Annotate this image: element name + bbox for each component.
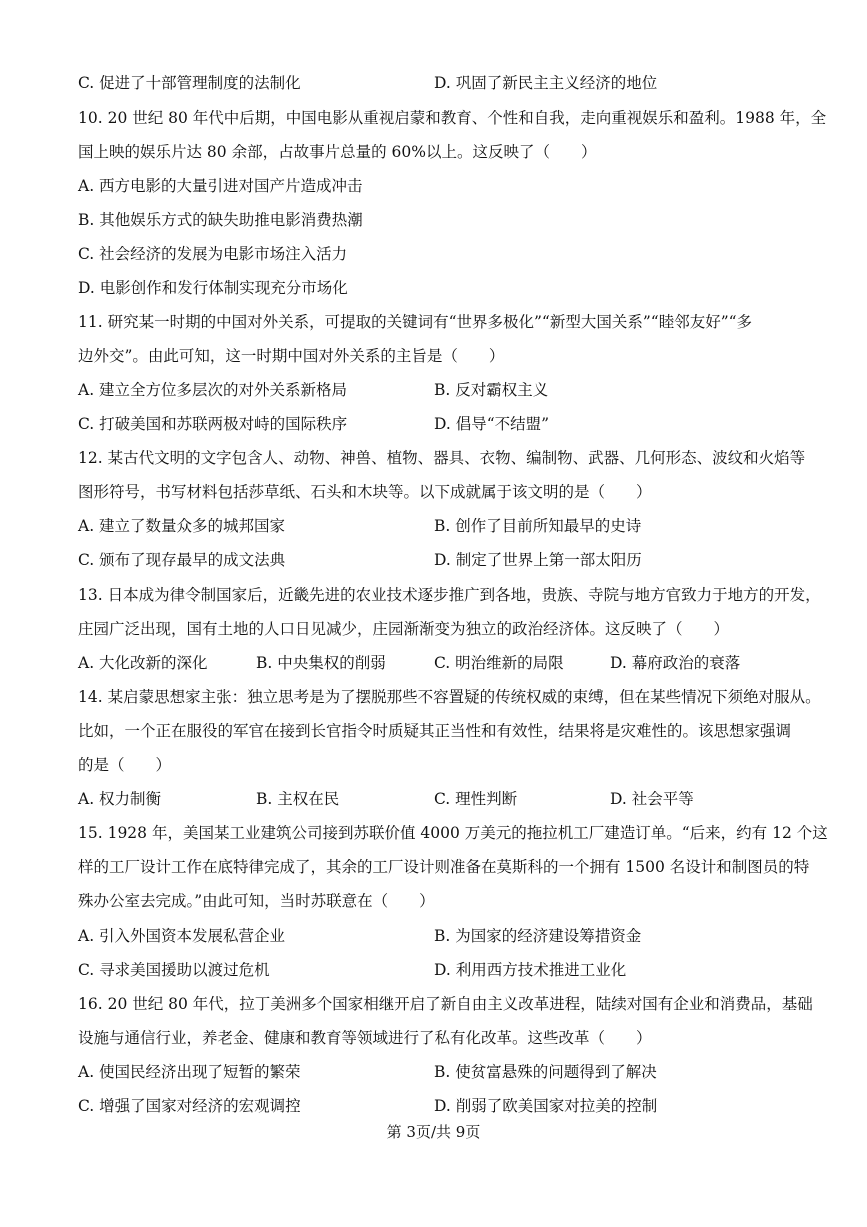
q12-option-b: B. 创作了目前所知最早的史诗 — [434, 517, 642, 535]
q11-option-b: B. 反对霸权主义 — [434, 381, 549, 399]
q14-stem-line3: 的是（ ） — [78, 756, 172, 774]
q14-option-d: D. 社会平等 — [610, 790, 694, 808]
q10-option-d: D. 电影创作和发行体制实现充分市场化 — [78, 279, 348, 297]
q10-stem-line2: 国上映的娱乐片达 80 余部，占故事片总量的 60%以上。这反映了（ ） — [78, 143, 597, 161]
q14-stem-line1: 14. 某启蒙思想家主张：独立思考是为了摆脱那些不容置疑的传统权威的束缚，但在某些情况下须绝对服从。 — [78, 688, 821, 706]
q14-option-b: B. 主权在民 — [256, 790, 340, 808]
q13-stem-line2: 庄园广泛出现，国有土地的人口日见减少，庄园渐渐变为独立的政治经济体。这反映了（ ） — [78, 620, 730, 638]
q14-stem-line2: 比如，一个正在服役的军官在接到长官指令时质疑其正当性和有效性，结果将是灾难性的。该思想家强调 — [78, 722, 792, 740]
q15-stem-line3: 殊办公室去完成。”由此可知，当时苏联意在（ ） — [78, 892, 435, 910]
q10-option-b: B. 其他娱乐方式的缺失助推电影消费热潮 — [78, 211, 363, 229]
q11-stem-line2: 边外交”。由此可知，这一时期中国对外关系的主旨是（ ） — [78, 347, 505, 365]
q14-option-a: A. 权力制衡 — [78, 790, 162, 808]
q11-option-d: D. 倡导“不结盟” — [434, 415, 550, 433]
q15-option-d: D. 利用西方技术推进工业化 — [434, 961, 627, 979]
q16-stem-line1: 16. 20 世纪 80 年代，拉丁美洲多个国家相继开启了新自由主义改革进程，陆续对国有企业和消费品，基础 — [78, 995, 813, 1013]
q13-option-c: C. 明治维新的局限 — [434, 654, 564, 672]
q15-option-c: C. 寻求美国援助以渡过危机 — [78, 961, 270, 979]
q13-option-a: A. 大化改新的深化 — [78, 654, 208, 672]
q9-option-c: C. 促进了十部管理制度的法制化 — [78, 74, 301, 92]
q12-option-d: D. 制定了世界上第一部太阳历 — [434, 551, 642, 569]
q16-option-d: D. 削弱了欧美国家对拉美的控制 — [434, 1097, 658, 1115]
q15-stem-line2: 样的工厂设计工作在底特律完成了，其余的工厂设计则准备在莫斯科的一个拥有 1500 名设计和制图员的特 — [78, 858, 810, 876]
q15-stem-line1: 15. 1928 年，美国某工业建筑公司接到苏联价值 4000 万美元的拖拉机工厂建造订单。“后来，约有 12 个这 — [78, 824, 828, 842]
q13-option-b: B. 中央集权的削弱 — [256, 654, 386, 672]
q12-stem-line1: 12. 某古代文明的文字包含人、动物、神兽、植物、器具、衣物、编制物、武器、几何形态、波纹和火焰等 — [78, 449, 806, 467]
q11-option-c: C. 打破美国和苏联两极对峙的国际秩序 — [78, 415, 348, 433]
q14-option-c: C. 理性判断 — [434, 790, 518, 808]
q11-option-a: A. 建立全方位多层次的对外关系新格局 — [78, 381, 348, 399]
q11-stem-line1: 11. 研究某一时期的中国对外关系，可提取的关键词有“世界多极化”“新型大国关系”“睦邻友好”“多 — [78, 313, 753, 331]
q12-option-c: C. 颁布了现存最早的成文法典 — [78, 551, 286, 569]
q15-option-b: B. 为国家的经济建设筹措资金 — [434, 927, 642, 945]
q10-option-a: A. 西方电影的大量引进对国产片造成冲击 — [78, 177, 363, 195]
q9-option-d: D. 巩固了新民主主义经济的地位 — [434, 74, 658, 92]
q12-stem-line2: 图形符号，书写材料包括莎草纸、石头和木块等。以下成就属于该文明的是（ ） — [78, 483, 652, 501]
q16-stem-line2: 设施与通信行业，养老金、健康和教育等领域进行了私有化改革。这些改革（ ） — [78, 1029, 652, 1047]
q13-stem-line1: 13. 日本成为律令制国家后，近畿先进的农业技术逐步推广到各地，贵族、寺院与地方官致力于地方的开发， — [78, 586, 821, 604]
q15-option-a: A. 引入外国资本发展私营企业 — [78, 927, 286, 945]
q10-option-c: C. 社会经济的发展为电影市场注入活力 — [78, 245, 348, 263]
q10-stem-line1: 10. 20 世纪 80 年代中后期，中国电影从重视启蒙和教育、个性和自我，走向重视娱乐和盈利。1988 年，全 — [78, 109, 827, 127]
q16-option-c: C. 增强了国家对经济的宏观调控 — [78, 1097, 301, 1115]
q13-option-d: D. 幕府政治的衰落 — [610, 654, 741, 672]
page-number: 第 3页/共 9页 — [386, 1123, 481, 1141]
q12-option-a: A. 建立了数量众多的城邦国家 — [78, 517, 286, 535]
q16-option-b: B. 使贫富悬殊的问题得到了解决 — [434, 1063, 657, 1081]
q16-option-a: A. 使国民经济出现了短暂的繁荣 — [78, 1063, 301, 1081]
